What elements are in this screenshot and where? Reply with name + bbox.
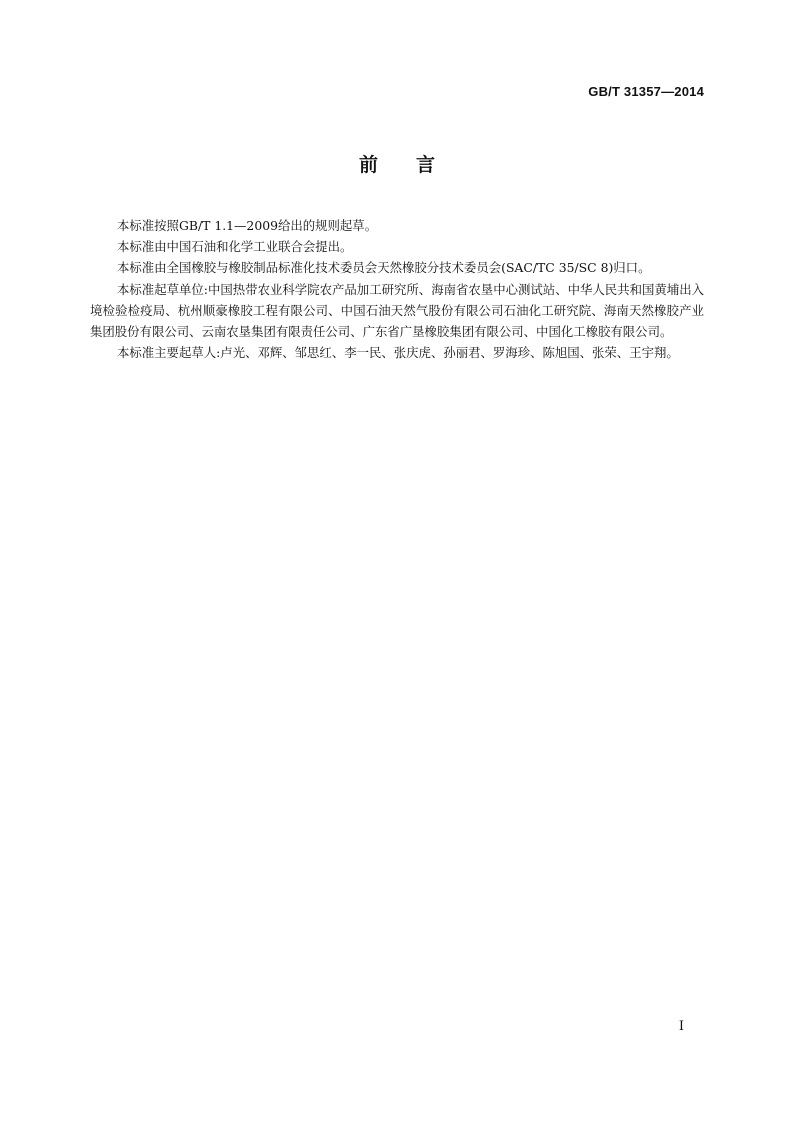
paragraph-drafters: 本标准主要起草人:卢光、邓辉、邹思红、李一民、张庆虎、孙丽君、罗海珍、陈旭国、张荣、王宇翔。 bbox=[117, 345, 679, 361]
page-number: I bbox=[678, 1019, 684, 1034]
paragraph-drafting-rules: 本标准按照GB/T 1.1—2009给出的规则起草。 bbox=[117, 218, 378, 233]
paragraph-proposer: 本标准由中国石油和化学工业联合会提出。 bbox=[117, 239, 353, 255]
title-char-1: 前 bbox=[358, 154, 378, 176]
paragraph-committee: 本标准由全国橡胶与橡胶制品标准化技术委员会天然橡胶分技术委员会(SAC/TC 35/SC 8)归口。 bbox=[117, 260, 651, 276]
page-title bbox=[0, 150, 794, 177]
paragraph-drafting-units: 本标准起草单位:中国热带农业科学院农产品加工研究所、海南省农垦中心测试站、中华人民共和国黄埔出入境检验检疫局、杭州顺豪橡胶工程有限公司、中国石油天然气股份有限公司石油化工研究院、海南天然橡胶产业集团股份有限公司、云南农垦集团有限责任公司、广东省广垦橡胶集团有限公司、中国化工橡胶有限公司。 bbox=[90, 281, 704, 340]
standard-number: GB/T 31357—2014 bbox=[588, 84, 704, 99]
foreword-body bbox=[90, 215, 704, 363]
title-char-2: 言 bbox=[416, 154, 436, 176]
